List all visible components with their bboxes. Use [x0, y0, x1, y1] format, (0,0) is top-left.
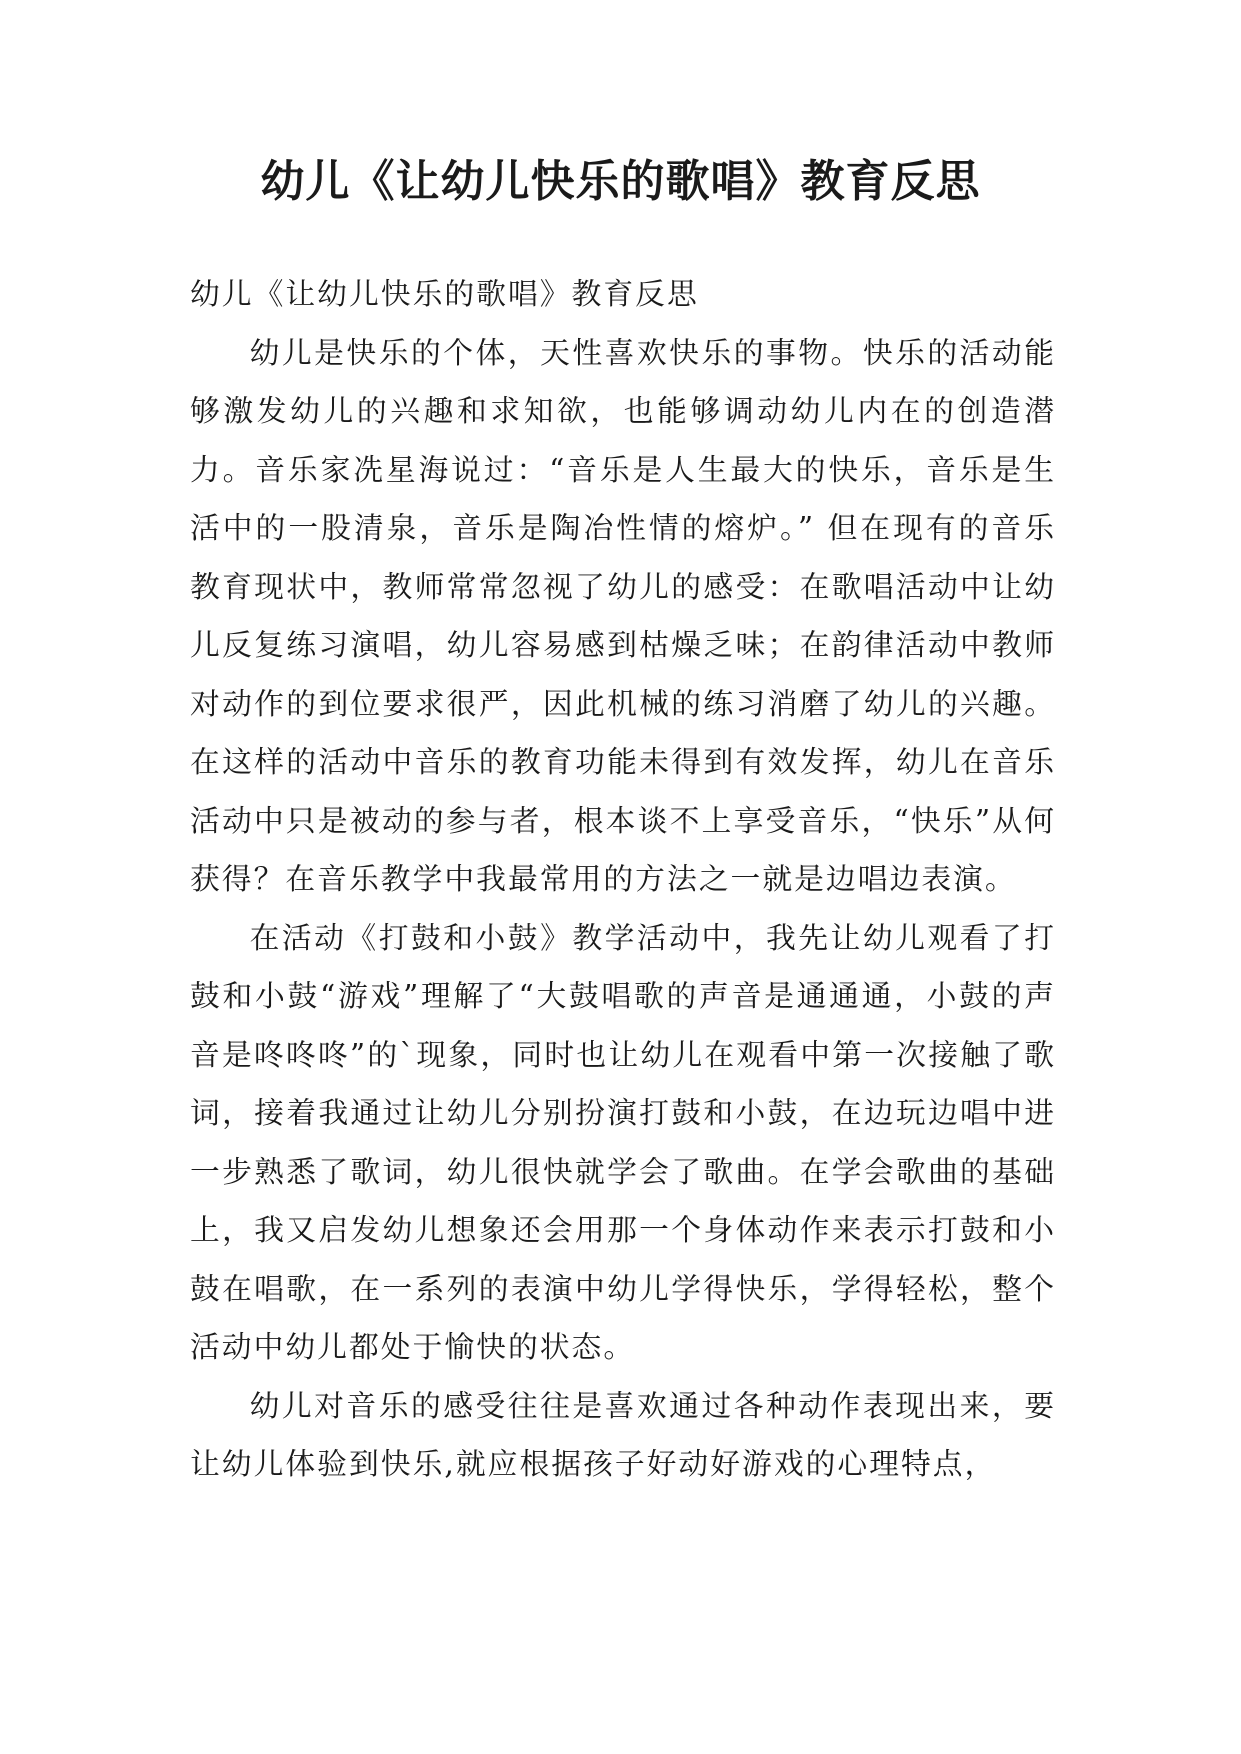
paragraph: 幼儿对音乐的感受往往是喜欢通过各种动作表现出来，要让幼儿体验到快乐,就应根据孩子好动好游戏的心理特点，	[190, 1388, 1056, 1482]
paragraph: 幼儿是快乐的个体，天性喜欢快乐的事物。快乐的活动能够激发幼儿的兴趣和求知欲，也能够调动幼儿内在的创造潜力。音乐家冼星海说过：“音乐是人生最大的快乐，音乐是生活中的一股清泉，音乐是陶冶性情的熔炉。” 但在现有的音乐教育现状中，教师常常忽视了幼儿的感受：在歌唱活动中让幼儿反复练习演唱，幼儿容易感到枯燥乏味；在韵律活动中教师对动作的到位要求很严，因此机械的练习消磨了幼儿的兴趣。在这样的活动中音乐的教育功能未得到有效发挥，幼儿在音乐活动中只是被动的参与者，根本谈不上享受音乐，“快乐”从何获得？在音乐教学中我最常用的方法之一就是边唱边表演。	[190, 335, 1056, 897]
document-body	[190, 266, 1056, 1495]
document-title: 幼儿《让幼儿快乐的歌唱》教育反思	[260, 156, 981, 207]
paragraph: 在活动《打鼓和小鼓》教学活动中，我先让幼儿观看了打鼓和小鼓“游戏”理解了“大鼓唱歌的声音是通通通，小鼓的声音是咚咚咚”的`现象，同时也让幼儿在观看中第一次接触了歌词，接着我通过让幼儿分别扮演打鼓和小鼓，在边玩边唱中进一步熟悉了歌词，幼儿很快就学会了歌曲。在学会歌曲的基础上，我又启发幼儿想象还会用那一个身体动作来表示打鼓和小鼓在唱歌，在一系列的表演中幼儿学得快乐，学得轻松，整个活动中幼儿都处于愉快的状态。	[190, 920, 1056, 1365]
document-subtitle: 幼儿《让幼儿快乐的歌唱》教育反思	[190, 277, 699, 312]
